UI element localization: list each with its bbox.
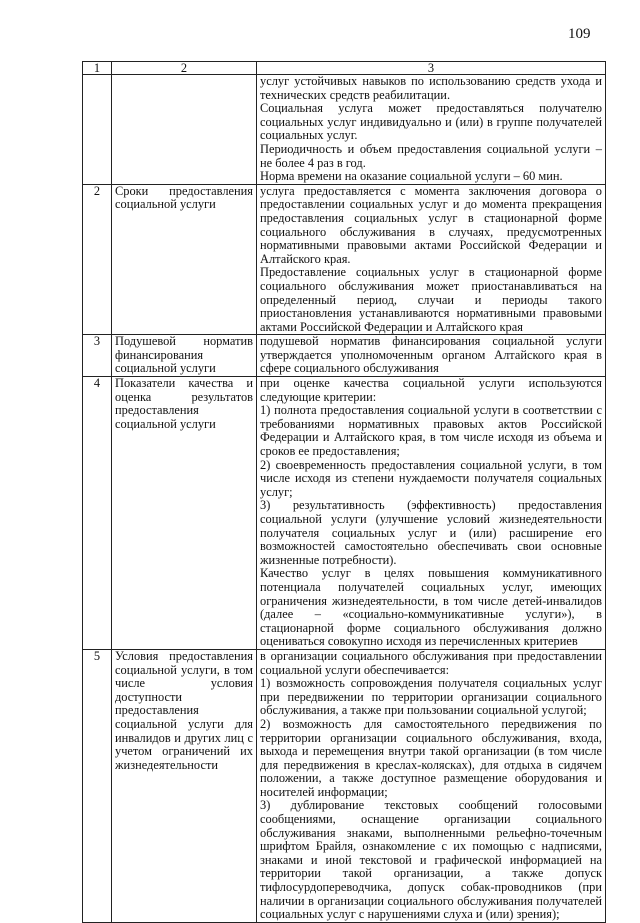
table-row [83, 75, 606, 185]
paragraph: Социальная услуга может предоставляться получателю социальных услуг индивидуально и (или) в группе получателей социальных услуг. [260, 101, 602, 143]
page-number: 109 [568, 26, 591, 42]
paragraph: Предоставление социальных услуг в стационарной форме социального обслуживания может приостанавливаться на определенный период, случаи и периоды такого приостановления устанавливаются нормативными правовыми актами Российской Федерации и Алтайского края [260, 265, 602, 334]
table-row [83, 377, 606, 650]
row-number: 5 [83, 649, 112, 922]
table-row [83, 335, 606, 377]
row-number [83, 75, 112, 185]
paragraph: в организации социального обслуживания при предоставлении социальной услуги обеспечивается: [260, 648, 602, 677]
services-table [82, 61, 606, 923]
paragraph: при оценке качества социальной услуги используются следующие критерии: [260, 376, 602, 404]
paragraph: 2) возможность для самостоятельного передвижения по территории организации социального обслуживания, входа, выхода и перемещения внутри такой организации (в том числе для передвижения в креслах-колясках), для отдыха в сидячем положении, а также доступное размещение оборудования и носителей информации; [260, 716, 602, 799]
row-content [257, 75, 606, 185]
paragraph: Периодичность и объем предоставления социальной услуги – не более 4 раз в год. [260, 141, 602, 170]
paragraph: Качество услуг в целях повышения коммуникативного потенциала получателей социальных услуг, имеющих ограничения жизнедеятельности, в том числе детей-инвалидов (далее – «социально-коммуникативные услуги»), в стационарной форме социального обслуживания должно оцениваться совокупно исходя из перечисленных критериев [260, 566, 602, 649]
paragraph: Норма времени на оказание социальной услуги – 60 мин. [260, 169, 563, 184]
row-name: Подушевой норматив финансирования социальной услуги [112, 335, 257, 377]
paragraph: услуга предоставляется с момента заключения договора о предоставлении социальных услуг и до момента прекращения предоставления социальных услуг в стационарной форме социального обслуживания в случаях, предусмотренных нормативными правовыми актами Российской Федерации и Алтайского края. [260, 183, 602, 266]
row-content [257, 184, 606, 335]
row-name: Показатели качества и оценка результатов предоставления социальной услуги [112, 377, 257, 650]
row-content [257, 377, 606, 650]
row-name: Условия предоставления социальной услуги, в том числе условия доступности предоставления социальной услуги для инвалидов и других лиц с учетом ограничений их жизнедеятельности [112, 649, 257, 922]
paragraph: 1) полнота предоставления социальной услуги в соответствии с требованиями нормативных правовых актов Российской Федерации и Алтайского края, в том числе исходя из объема и сроков ее предоставления; [260, 403, 602, 459]
header-col-3: 3 [257, 62, 606, 75]
table-row [83, 184, 606, 335]
header-col-2: 2 [112, 62, 257, 75]
paragraph: услуг устойчивых навыков по использованию средств ухода и технических средств реабилитации. [260, 74, 602, 102]
row-number: 4 [83, 377, 112, 650]
row-number: 3 [83, 335, 112, 377]
header-col-1: 1 [83, 62, 112, 75]
row-name [112, 75, 257, 185]
paragraph: 1) возможность сопровождения получателя социальных услуг при передвижении по территории организации социального обслуживания, а также при пользовании социальной услугой; [260, 676, 602, 718]
table-header-row [83, 62, 606, 75]
row-name: Сроки предоставления социальной услуги [112, 184, 257, 335]
row-content [257, 649, 606, 922]
paragraph: 2) своевременность предоставления социальной услуги, в том числе исходя из степени нуждаемости получателя социальных услуг; [260, 457, 602, 499]
paragraph: 3) дублирование текстовых сообщений голосовыми сообщениями, оснащение организации социального обслуживания знаками, выполненными рельефно-точечным шрифтом Брайля, ознакомление с их помощью с надписями, знаками и иной текстовой и графической информацией на территории такой организации, а также допуск тифлосурдопереводчика, допуск собак-проводников (при наличии в организации социального обслуживания получателей социальных услуг с нарушениями слуха и (или) зрения); [260, 798, 602, 922]
table-row [83, 649, 606, 922]
paragraph: 3) результативность (эффективность) предоставления социальной услуги (улучшение условий жизнедеятельности получателя социальных услуг и (или) расширение его возможностей самостоятельно обеспечивать свои основные жизненные потребности). [260, 498, 602, 567]
row-content [257, 335, 606, 377]
row-number: 2 [83, 184, 112, 335]
paragraph: подушевой норматив финансирования социальной услуги утверждается уполномоченным органом Алтайского края в сфере социального обслуживания [260, 334, 602, 376]
